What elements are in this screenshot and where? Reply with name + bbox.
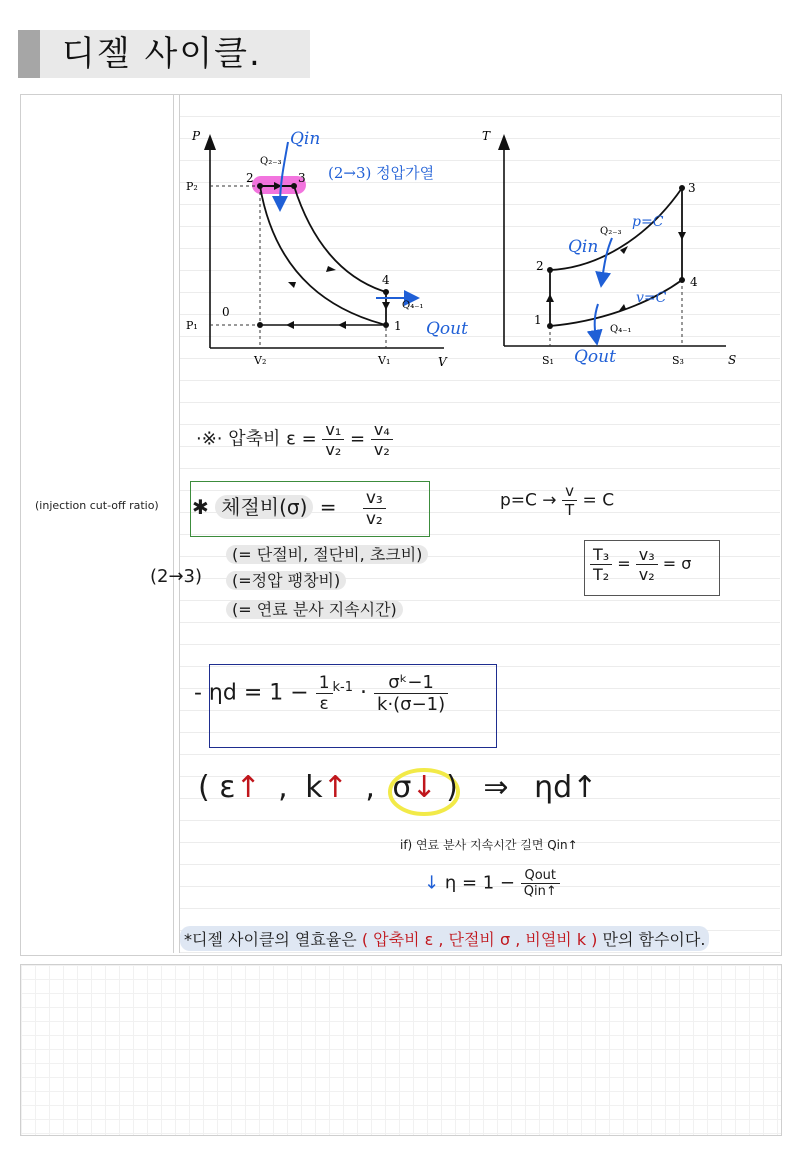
ts-point-3: 3: [688, 181, 696, 195]
empty-note-box: [20, 964, 782, 1136]
pressure-relation: p=C → $\frac{v}{T}$ = C: [500, 482, 615, 519]
compression-ratio-line: ·※· 압축비 ε = $\frac{\text{v₁}}{\text{v₂}}$ = $\frac{\text{v₄}}{\text{v₂}}$: [196, 420, 393, 459]
cutoff-alias-2: (=정압 팽창비): [226, 568, 346, 591]
cutoff-stage: (2→3): [150, 566, 203, 587]
pv-p-label: P: [192, 129, 201, 143]
star-mark: ✱: [192, 495, 209, 519]
ts-qout-arrow: [595, 304, 598, 338]
page-title: 디젤 사이클.: [62, 34, 262, 74]
notes-left-column: [21, 95, 174, 953]
pv-curve-12: [260, 186, 386, 325]
efficiency-formula: - ηd = 1 − $\frac{1}{\varepsilon}$ $^{k-1}$ · $\frac{\text{σᵏ−1}}{k\cdot(\sigma-1)}$: [194, 672, 448, 715]
ts-q41-label: Q₄₋₁: [610, 324, 632, 335]
pv-point-1: 1: [394, 319, 402, 333]
pv-note: (2→3) 정압가열: [328, 164, 435, 182]
ts-qin-label: Qin: [568, 237, 599, 257]
compression-fraction-1: $\frac{\text{v₁}}{\text{v₂}}$: [322, 420, 344, 459]
pv-v-label: V: [438, 355, 447, 369]
title-accent-bar: [18, 30, 40, 78]
pv-curve-34: [294, 186, 386, 292]
pv-v2-label: V₂: [254, 354, 267, 367]
ts-vc-label: v=C: [636, 290, 667, 306]
cutoff-ratio-fraction: $\frac{\text{v₃}}{\text{v₂}}$: [363, 488, 386, 529]
pv-qin-label: Qin: [290, 129, 321, 149]
ts-pc-label: p=C: [632, 214, 664, 230]
cutoff-ratio-line: ✱ 체절비(σ) = $\frac{\text{v₃}}{\text{v₂}}$: [192, 488, 386, 529]
ts-point-4: 4: [690, 275, 698, 289]
pv-p2-label: P₂: [186, 180, 198, 193]
compression-fraction-2: $\frac{\text{v₄}}{\text{v₂}}$: [371, 420, 393, 459]
cutoff-alias-3: (= 연료 분사 지속시간): [226, 597, 403, 620]
ts-q23-label: Q₂₋₃: [600, 226, 622, 237]
pv-qin-arrow: [280, 142, 288, 204]
ts-s1-label: S₁: [542, 354, 554, 367]
pv-qout-label: Qout: [426, 319, 468, 339]
pv-q41-label: Q₄₋₁: [402, 300, 424, 311]
cutoff-ratio-label: 체절비(σ): [215, 495, 313, 519]
title-bar: [18, 30, 310, 78]
trend-line: ( ε↑ , k↑ , σ↓ ) ⇒ ηd↑: [198, 770, 598, 805]
ts-point-1: 1: [534, 313, 542, 327]
pv-diagram: [176, 120, 476, 380]
pv-p1-label: P₁: [186, 319, 198, 332]
pv-point-2: 2: [246, 171, 254, 185]
pv-point-4: 4: [382, 273, 390, 287]
ts-t-label: T: [482, 129, 491, 143]
ts-point-2: 2: [536, 259, 544, 273]
side-note: (injection cut-off ratio): [35, 499, 159, 512]
ts-qin-arrow: [602, 238, 612, 280]
ts-s-label: S: [728, 353, 737, 367]
ts-s3-label: S₃: [672, 354, 684, 367]
compression-prefix: ·※· 압축비 ε =: [196, 428, 317, 450]
pv-v1-label: V₁: [378, 354, 391, 367]
pv-point-0: 0: [222, 305, 230, 319]
ts-diagram: [476, 120, 766, 380]
cutoff-alias-1: (= 단절비, 절단비, 초크비): [226, 542, 428, 565]
pv-q23-label: Q₂₋₃: [260, 156, 282, 167]
summary-note: *디젤 사이클의 열효율은 ( 압축비 ε , 단절비 σ , 비열비 k ) 만의 함수이다.: [180, 926, 709, 951]
if-note: if) 연료 분사 지속시간 길면 Qin↑: [400, 838, 578, 852]
eta-formula: ↓ η = 1 − $\frac{\text{Qout}}{\text{Qin↑}}$: [424, 868, 560, 899]
ts-qout-label: Qout: [574, 347, 616, 367]
pv-point-3: 3: [298, 171, 306, 185]
temperature-ratio: $\frac{\text{T₃}}{\text{T₂}}$ = $\frac{\text{v₃}}{\text{v₂}}$ = σ: [590, 545, 691, 584]
